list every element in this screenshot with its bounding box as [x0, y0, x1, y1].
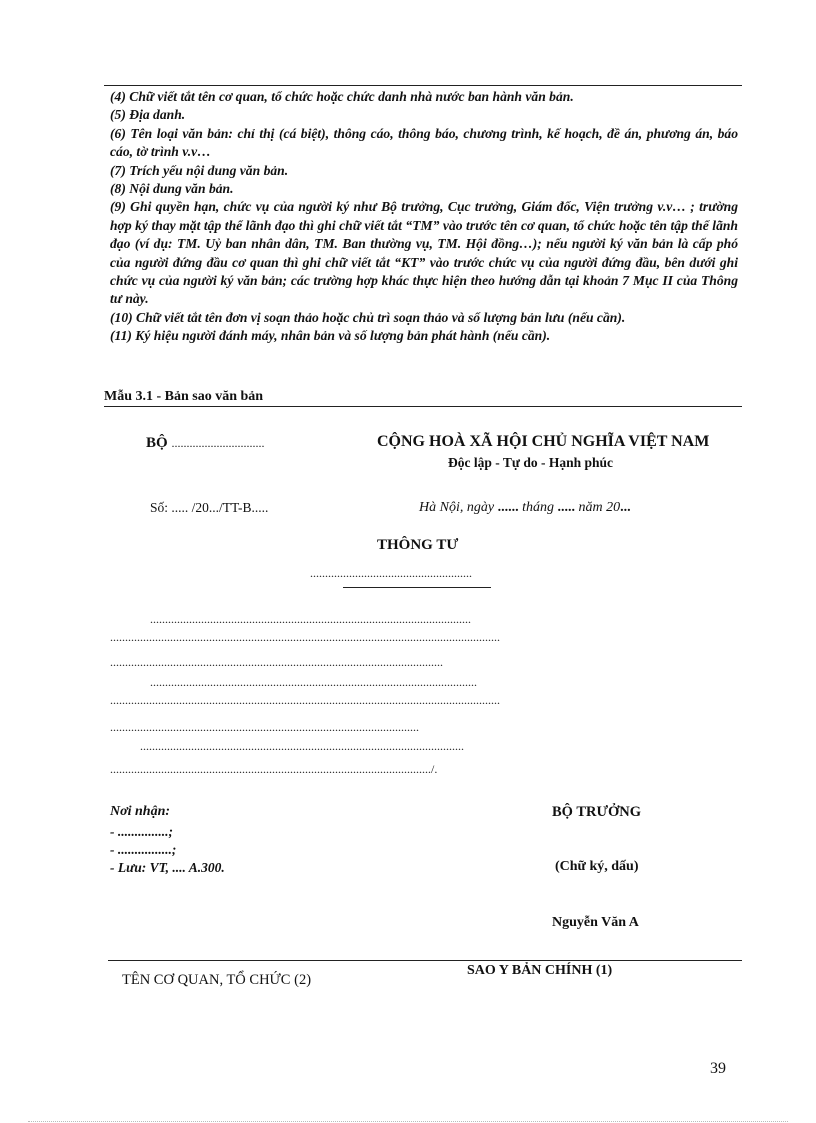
body-line: ....................................................................................................... — [110, 720, 419, 734]
page-number: 39 — [710, 1060, 726, 1077]
body-line: ............................................................................................................. — [150, 675, 477, 689]
caption-rule — [104, 406, 742, 407]
body-line: ............................................................................................................ — [140, 739, 464, 753]
recipient-archive: - Lưu: VT, .... A.300. — [110, 860, 225, 875]
note-7: (7) Trích yếu nội dung văn bản. — [110, 162, 289, 178]
date-mid-month: tháng — [518, 500, 558, 515]
body-line: ............................................................................................................... — [110, 655, 443, 669]
document-type: THÔNG TƯ — [377, 537, 459, 553]
recipient-item: - ...............; — [110, 824, 173, 839]
summary-dots: ...................................................... — [310, 566, 472, 580]
summary-underline — [343, 587, 491, 588]
organization-name — [122, 972, 311, 989]
recipient-item: - ................; — [110, 842, 177, 857]
note-5: (5) Địa danh. — [110, 107, 186, 123]
date-mid-year: năm 20 — [574, 500, 621, 515]
certified-copy-label: SAO Y BẢN CHÍNH (1) — [467, 963, 613, 978]
footer-dotted-rule — [28, 1121, 788, 1122]
national-motto: Độc lập - Tự do - Hạnh phúc — [448, 455, 614, 470]
note-9: (9) Ghi quyền hạn, chức vụ của người ký như Bộ trưởng, Cục trưởng, Giám đốc, Viện trưởng v.v… ; trường hợp ký thay mặt tập thể lãnh đạo thì ghi chữ viết tắt “TM” vào trước tên cơ quan, tổ chức hoặc tên tập thể lãnh đạo (ví dụ: TM. Uỷ ban nhân dân, TM. Ban thường vụ, TM. Hội đồng…); nếu người ký văn bản là cấp phó của người đứng đầu cơ quan thì ghi chữ viết tắt “KT” vào trước chức vụ của người đứng đầu, bên dưới ghi chức vụ của người ký văn bản; các trường hợp khác thực hiện theo hướng dẫn tại khoản 7 Mục II của Thông tư này. — [110, 199, 738, 307]
ministry-dots: ............................... — [171, 436, 265, 450]
copy-section-rule — [108, 960, 742, 961]
date-prefix: Hà Nội, ngày — [419, 500, 498, 515]
place-date — [419, 500, 631, 516]
note-11: (11) Ký hiệu người đánh máy, nhân bản và số lượng bản phát hành (nếu cần). — [110, 328, 551, 344]
signature-note: (Chữ ký, dấu) — [555, 859, 639, 874]
organization-label: TÊN CƠ QUAN, TỔ CHỨC — [122, 972, 291, 988]
date-day: ...... — [497, 500, 519, 515]
signer-name: Nguyễn Văn A — [552, 915, 639, 930]
note-6: (6) Tên loại văn bản: chỉ thị (cá biệt), thông cáo, thông báo, chương trình, kế hoạch, đề án, phương án, báo cáo, tờ trình v.v… — [110, 125, 738, 160]
national-title: CỘNG HOÀ XÃ HỘI CHỦ NGHĨA VIỆT NAM — [377, 433, 710, 450]
top-rule — [104, 85, 742, 86]
organization-note: (2) — [294, 972, 312, 988]
body-line: ........................................................................................................... — [150, 612, 471, 626]
note-8: (8) Nội dung văn bản. — [110, 181, 234, 197]
notes-list — [110, 88, 738, 346]
ministry-label: BỘ — [146, 435, 168, 451]
document-number: Số: ..... /20.../TT-B..... — [150, 500, 269, 515]
body-line: .................................................................................................................................. — [110, 693, 500, 707]
signer-title: BỘ TRƯỞNG — [552, 804, 642, 820]
date-year: ... — [620, 500, 631, 515]
recipients-title: Nơi nhận: — [110, 804, 171, 819]
body-line: .................................................................................................................................. — [110, 630, 500, 644]
form-caption: Mẫu 3.1 - Bản sao văn bản — [104, 389, 264, 404]
note-10: (10) Chữ viết tắt tên đơn vị soạn thảo hoặc chủ trì soạn thảo và số lượng bản lưu (nếu cần). — [110, 309, 626, 325]
note-4: (4) Chữ viết tắt tên cơ quan, tổ chức hoặc chức danh nhà nước ban hành văn bản. — [110, 89, 574, 104]
body-line-end: .........................................................................................................../. — [110, 762, 438, 776]
date-month: ..... — [557, 500, 575, 515]
ministry-header — [146, 435, 264, 452]
